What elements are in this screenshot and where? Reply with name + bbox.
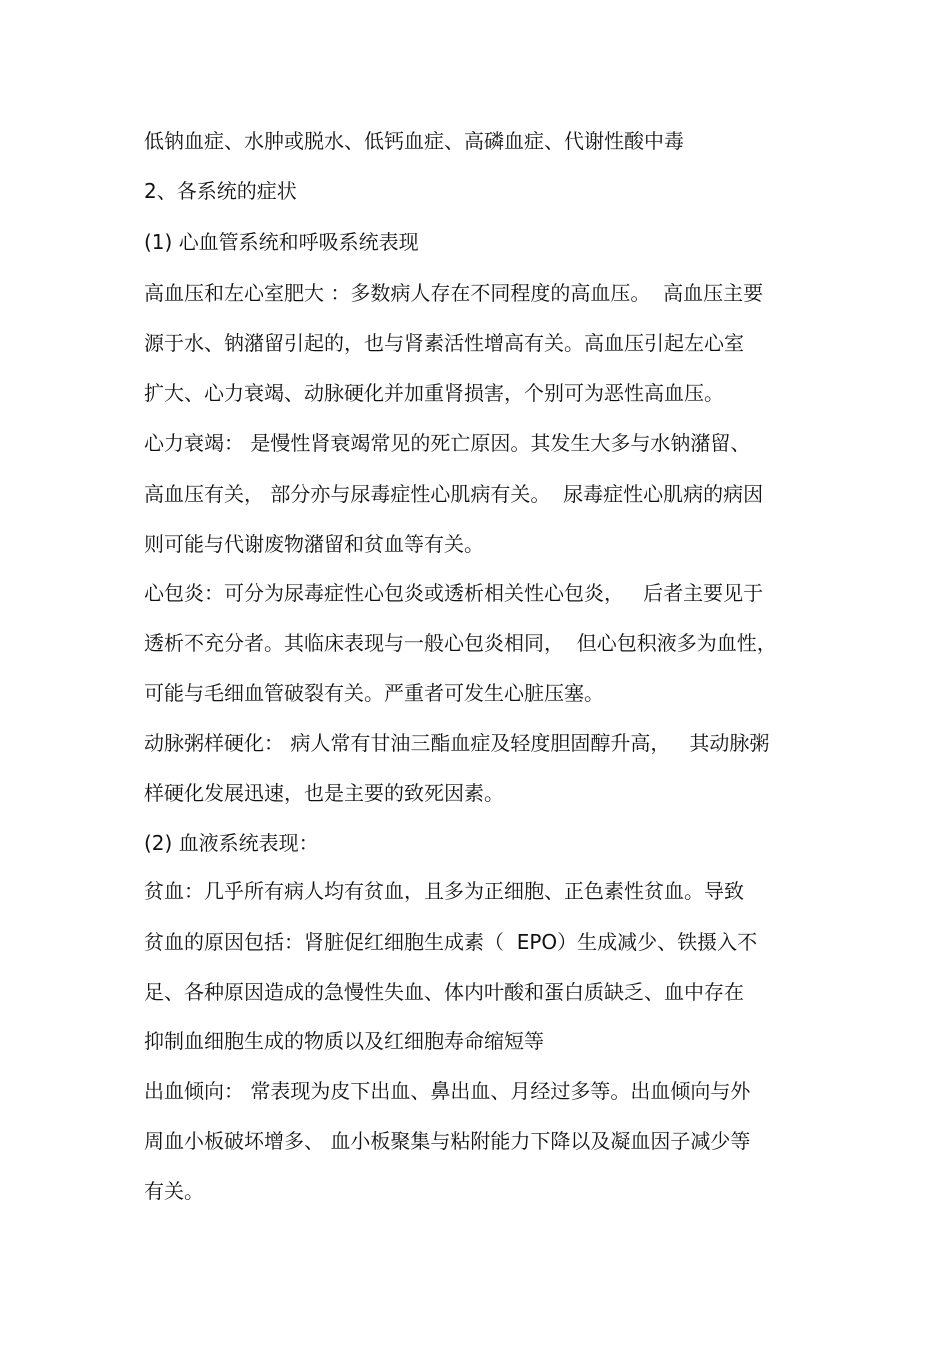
text-line-anemia-2: 贫血的原因包括：肾脏促红细胞生成素（ EPO）生成减少、铁摄入不 bbox=[144, 930, 758, 954]
text-line-anemia-4: 抑制血细胞生成的物质以及红细胞寿命缩短等 bbox=[144, 1029, 544, 1053]
text-line-heart-failure-3: 则可能与代谢废物潴留和贫血等有关。 bbox=[144, 532, 484, 556]
text-line-hypertension-3: 扩大、心力衰竭、动脉硬化并加重肾损害，个别可为恶性高血压。 bbox=[144, 381, 724, 405]
text-line-heart-failure-2: 高血压有关， 部分亦与尿毒症性心肌病有关。 尿毒症性心肌病的病因 bbox=[144, 482, 764, 506]
text-line-atherosclerosis-2: 样硬化发展迅速，也是主要的致死因素。 bbox=[144, 781, 504, 805]
text-line-pericarditis-1: 心包炎：可分为尿毒症性心包炎或透析相关性心包炎， 后者主要见于 bbox=[144, 581, 764, 605]
text-line-hypertension-2: 源于水、钠潴留引起的，也与肾素活性增高有关。高血压引起左心室 bbox=[144, 331, 744, 355]
text-line-heart-failure-1: 心力衰竭： 是慢性肾衰竭常见的死亡原因。其发生大多与水钠潴留、 bbox=[144, 431, 751, 455]
subsection-heading-blood: (2) 血液系统表现： bbox=[144, 831, 319, 855]
text-line-anemia-3: 足、各种原因造成的急慢性失血、体内叶酸和蛋白质缺乏、血中存在 bbox=[144, 980, 744, 1004]
text-line-anemia-1: 贫血：几乎所有病人均有贫血，且多为正细胞、正色素性贫血。导致 bbox=[144, 879, 744, 903]
text-line-atherosclerosis-1: 动脉粥样硬化： 病人常有甘油三酯血症及轻度胆固醇升高， 其动脉粥 bbox=[144, 731, 770, 755]
text-line-bleeding-1: 出血倾向： 常表现为皮下出血、鼻出血、月经过多等。出血倾向与外 bbox=[144, 1079, 751, 1103]
section-heading-symptoms: 2、各系统的症状 bbox=[144, 179, 297, 203]
text-line-bleeding-2: 周血小板破坏增多、 血小板聚集与粘附能力下降以及凝血因子减少等 bbox=[144, 1129, 751, 1153]
text-line-hypertension-1: 高血压和左心室肥大 ：多数病人存在不同程度的高血压。 高血压主要 bbox=[144, 281, 764, 305]
text-line-bleeding-3: 有关。 bbox=[144, 1179, 204, 1203]
subsection-heading-cardio: (1) 心血管系统和呼吸系统表现 bbox=[144, 230, 419, 254]
text-line-pericarditis-3: 可能与毛细血管破裂有关。严重者可发生心脏压塞。 bbox=[144, 681, 604, 705]
text-line-pericarditis-2: 透析不充分者。其临床表现与一般心包炎相同， 但心包积液多为血性， bbox=[144, 631, 777, 655]
text-line-1: 低钠血症、水肿或脱水、低钙血症、高磷血症、代谢性酸中毒 bbox=[144, 129, 684, 153]
